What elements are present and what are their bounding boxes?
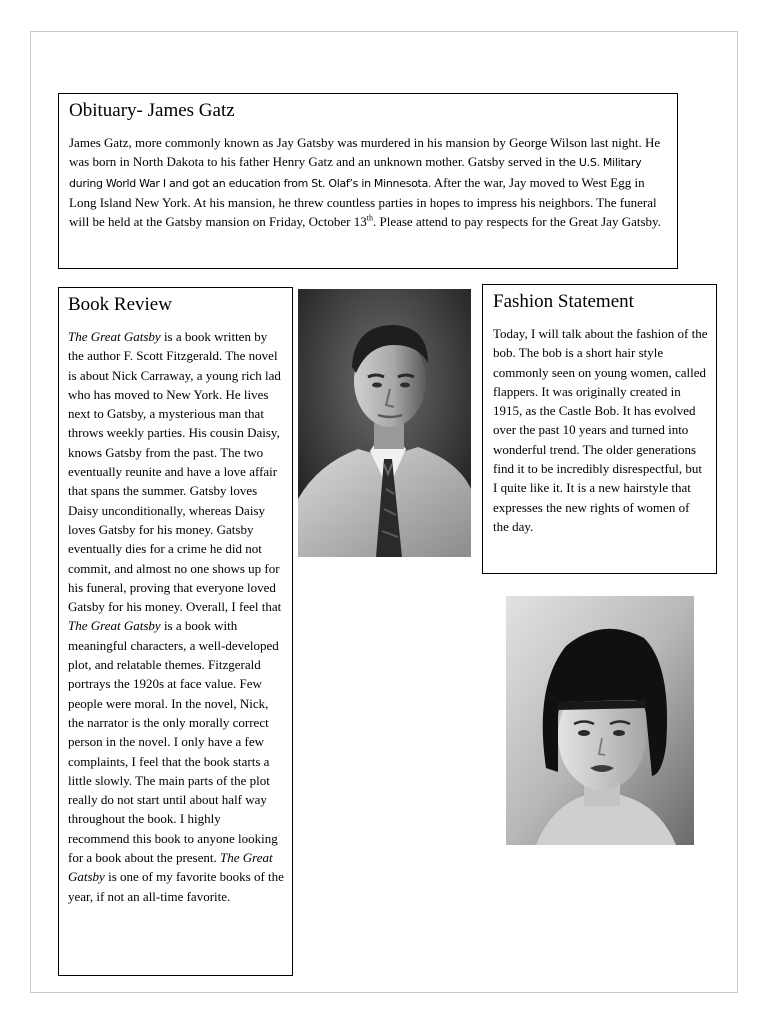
obituary-text-sans: the U.S. Military during World War I and got an education from St. Olaf’s in Minnesota.	[69, 156, 642, 190]
obituary-date-suffix: th	[366, 213, 373, 223]
book-review-text-2: is a book with meaningful characters, a well-developed plot, and relatable themes. Fitzgerald portrays the 1920s at face value. Few people were moral. In the novel, Nick, the narrator is the only morally correct person in the novel. I only have a few complaints, I feel that the book starts a little slowly. The main parts of the plot really do not start until about half way throughout the book. I highly recommend this book to anyone looking for a book about the present.	[68, 618, 279, 866]
book-review-text-1: is a book written by the author F. Scott Fitzgerald. The novel is about Nick Carraway, a young rich lad who has moved to New York. He lives next to Gatsby, a mysterious man that throws weekly parties. His cousin Daisy, knows Gatsby from the past. The two eventually reunite and have a love affair that spans the summer. Gatsby loves Daisy unconditionally, whereas Daisy loves Gatsby for his money. Gatsby eventually dies for a crime he did not commit, and almost no one shows up for his funeral, proving that everyone loved Gatsby for his money. Overall, I feel that	[68, 329, 282, 615]
gatsby-portrait-illustration	[298, 289, 471, 557]
book-review-box	[58, 287, 293, 976]
obituary-title: Obituary- James Gatz	[69, 100, 235, 121]
obituary-text-b: After the war, Jay moved to West Egg in Long Island New York. At his mansion, he threw countless parties in hopes to impress his neighbors. The funeral will be held at the Gatsby mansion on Friday, October 13	[69, 174, 657, 230]
obituary-box	[58, 93, 678, 269]
fashion-statement-box	[482, 284, 717, 574]
book-review-title: Book Review	[68, 294, 172, 315]
book-review-text	[68, 327, 284, 906]
book-title-italic: The Great Gatsby	[68, 329, 161, 344]
bob-hairstyle-photo	[506, 596, 694, 845]
obituary-text-c: . Please attend to pay respects for the Great Jay Gatsby.	[372, 214, 661, 230]
fashion-statement-title: Fashion Statement	[493, 291, 634, 312]
book-title-italic: The Great Gatsby	[68, 850, 273, 885]
bob-hairstyle-illustration	[506, 596, 694, 845]
gatsby-portrait-photo	[298, 289, 471, 557]
obituary-text-a: James Gatz, more commonly known as Jay Gatsby was murdered in his mansion by George Wilson last night. He was born in North Dakota to his father Henry Gatz and an unknown mother. Gatsby served in	[69, 135, 661, 170]
obituary-text	[69, 133, 667, 231]
fashion-statement-text: Today, I will talk about the fashion of the bob. The bob is a short hair style commonly seen on young women, called flappers. It was originally created in 1915, as the Castle Bob. It has evolved over the past 10 years and turned into wonderful trend. The older generations find it to be incredibly disrespectful, but I quite like it. It is a new hairstyle that expresses the new rights of women of the day.	[493, 326, 708, 534]
book-title-italic: The Great Gatsby	[68, 618, 161, 634]
book-review-text-3: is one of my favorite books of the year, if not an all-time favorite.	[68, 869, 284, 904]
